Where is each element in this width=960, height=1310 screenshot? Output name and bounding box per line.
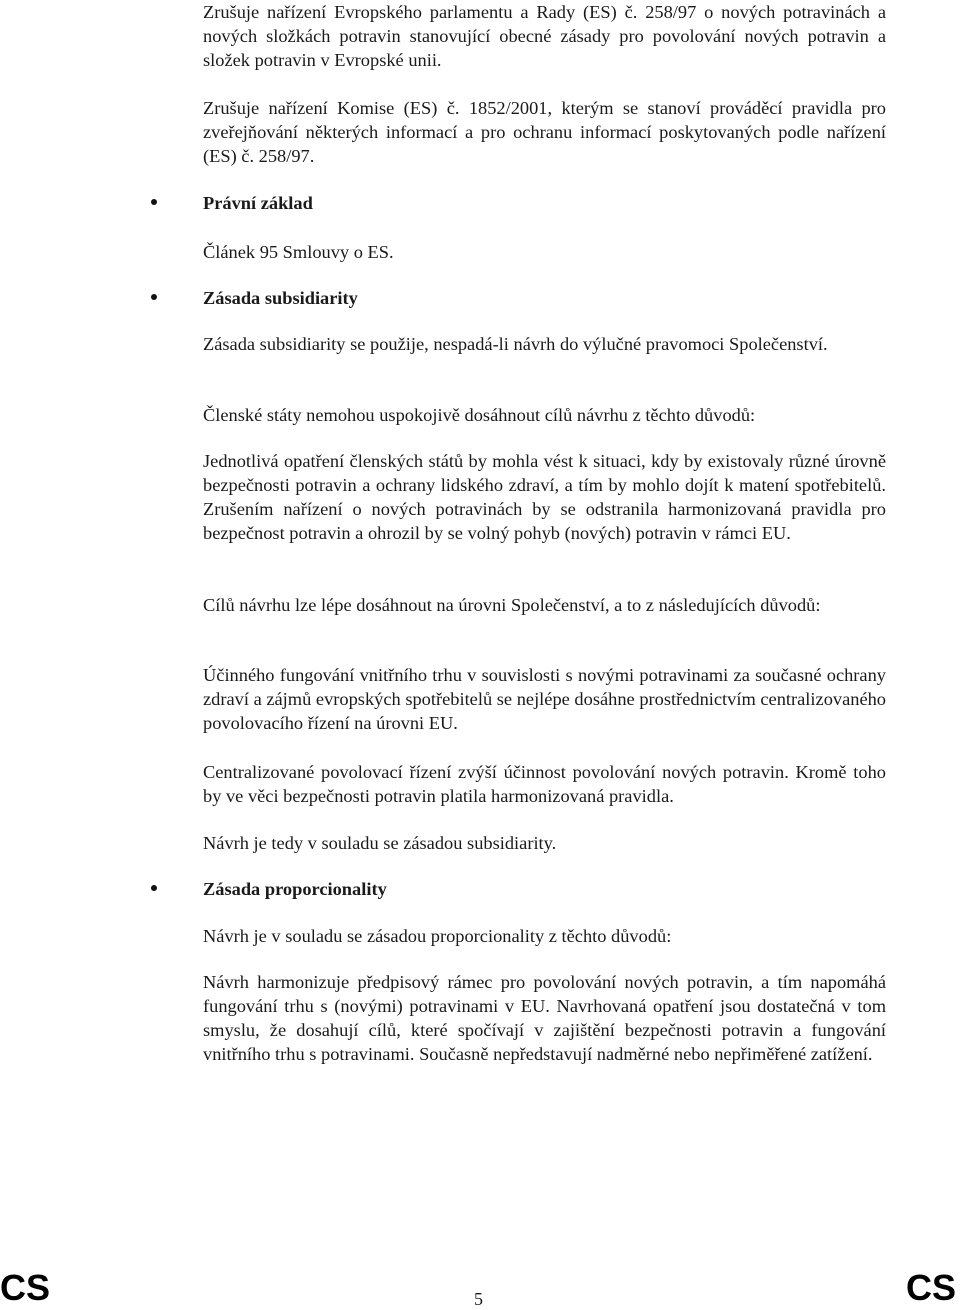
paragraph-subsidiarity-applies: Zásada subsidiarity se použije, nespadá-li návrh do výlučné pravomoci Společenství.: [203, 334, 828, 354]
paragraph-repeal-regulation-258-97: Zrušuje nařízení Evropského parlamentu a Rady (ES) č. 258/97 o nových potravinách a nových složkách potravin stanovující obecné zásady pro povolování nových potravin a složek potravin v Evropské unii.: [203, 2, 886, 70]
paragraph-centralized-procedure: Centralizované povolovací řízení zvýší účinnost povolování nových potravin. Kromě toho by ve věci bezpečnosti potravin platila harmonizovaná pravidla.: [203, 762, 886, 806]
heading-legal-basis: Právní základ: [203, 193, 313, 213]
paragraph-individual-measures: Jednotlivá opatření členských států by mohla vést k situaci, kdy by existovaly různé úrovně bezpečnosti potravin a ochrany lidského zdraví, a tím by mohlo dojít k matení spotřebitelů. Zrušením nařízení o nových potravinách by se odstranila harmonizovaná pravidla pro bezpečnost potravin a ohrozil by se volný pohyb (nových) potravin v rámci EU.: [203, 451, 886, 543]
heading-subsidiarity: Zásada subsidiarity: [203, 288, 358, 308]
bullet-subsidiarity: [151, 294, 157, 300]
paragraph-member-states-cannot: Členské státy nemohou uspokojivě dosáhnout cílů návrhu z těchto důvodů:: [203, 405, 756, 425]
footer-language-code-left: CS: [0, 1267, 51, 1308]
paragraph-subsidiarity-conclusion: Návrh je tedy v souladu se zásadou subsidiarity.: [203, 833, 557, 853]
footer-language-code-right: CS: [905, 1267, 956, 1308]
bullet-proportionality: [151, 885, 157, 891]
bullet-legal-basis: [151, 199, 157, 205]
paragraph-harmonization: Návrh harmonizuje předpisový rámec pro povolování nových potravin, a tím napomáhá fungování trhu s (novými) potravinami v EU. Navrhovaná opatření jsou dostatečná v tom smyslu, že dosahují cílů, které spočívají v zajištění bezpečnosti potravin a fungování vnitřního trhu s potravinami. Současně nepředstavují nadměrné nebo nepřiměřené zatížení.: [203, 972, 886, 1064]
page-number: 5: [474, 1289, 483, 1309]
paragraph-repeal-regulation-1852-2001: Zrušuje nařízení Komise (ES) č. 1852/2001, kterým se stanoví prováděcí pravidla pro zveřejňování některých informací a pro ochranu informací poskytovaných podle nařízení (ES) č. 258/97.: [203, 98, 886, 166]
paragraph-proportionality-reasons: Návrh je v souladu se zásadou proporcionality z těchto důvodů:: [203, 926, 672, 946]
heading-proportionality: Zásada proporcionality: [203, 879, 387, 899]
paragraph-community-level: Cílů návrhu lze lépe dosáhnout na úrovni Společenství, a to z následujících důvodů:: [203, 595, 821, 615]
paragraph-article-95: Článek 95 Smlouvy o ES.: [203, 242, 394, 262]
paragraph-internal-market: Účinného fungování vnitřního trhu v souvislosti s novými potravinami za současné ochrany zdraví a zájmů evropských spotřebitelů se nejlépe dosáhne prostřednictvím centralizovaného povolovacího řízení na úrovni EU.: [203, 665, 886, 733]
